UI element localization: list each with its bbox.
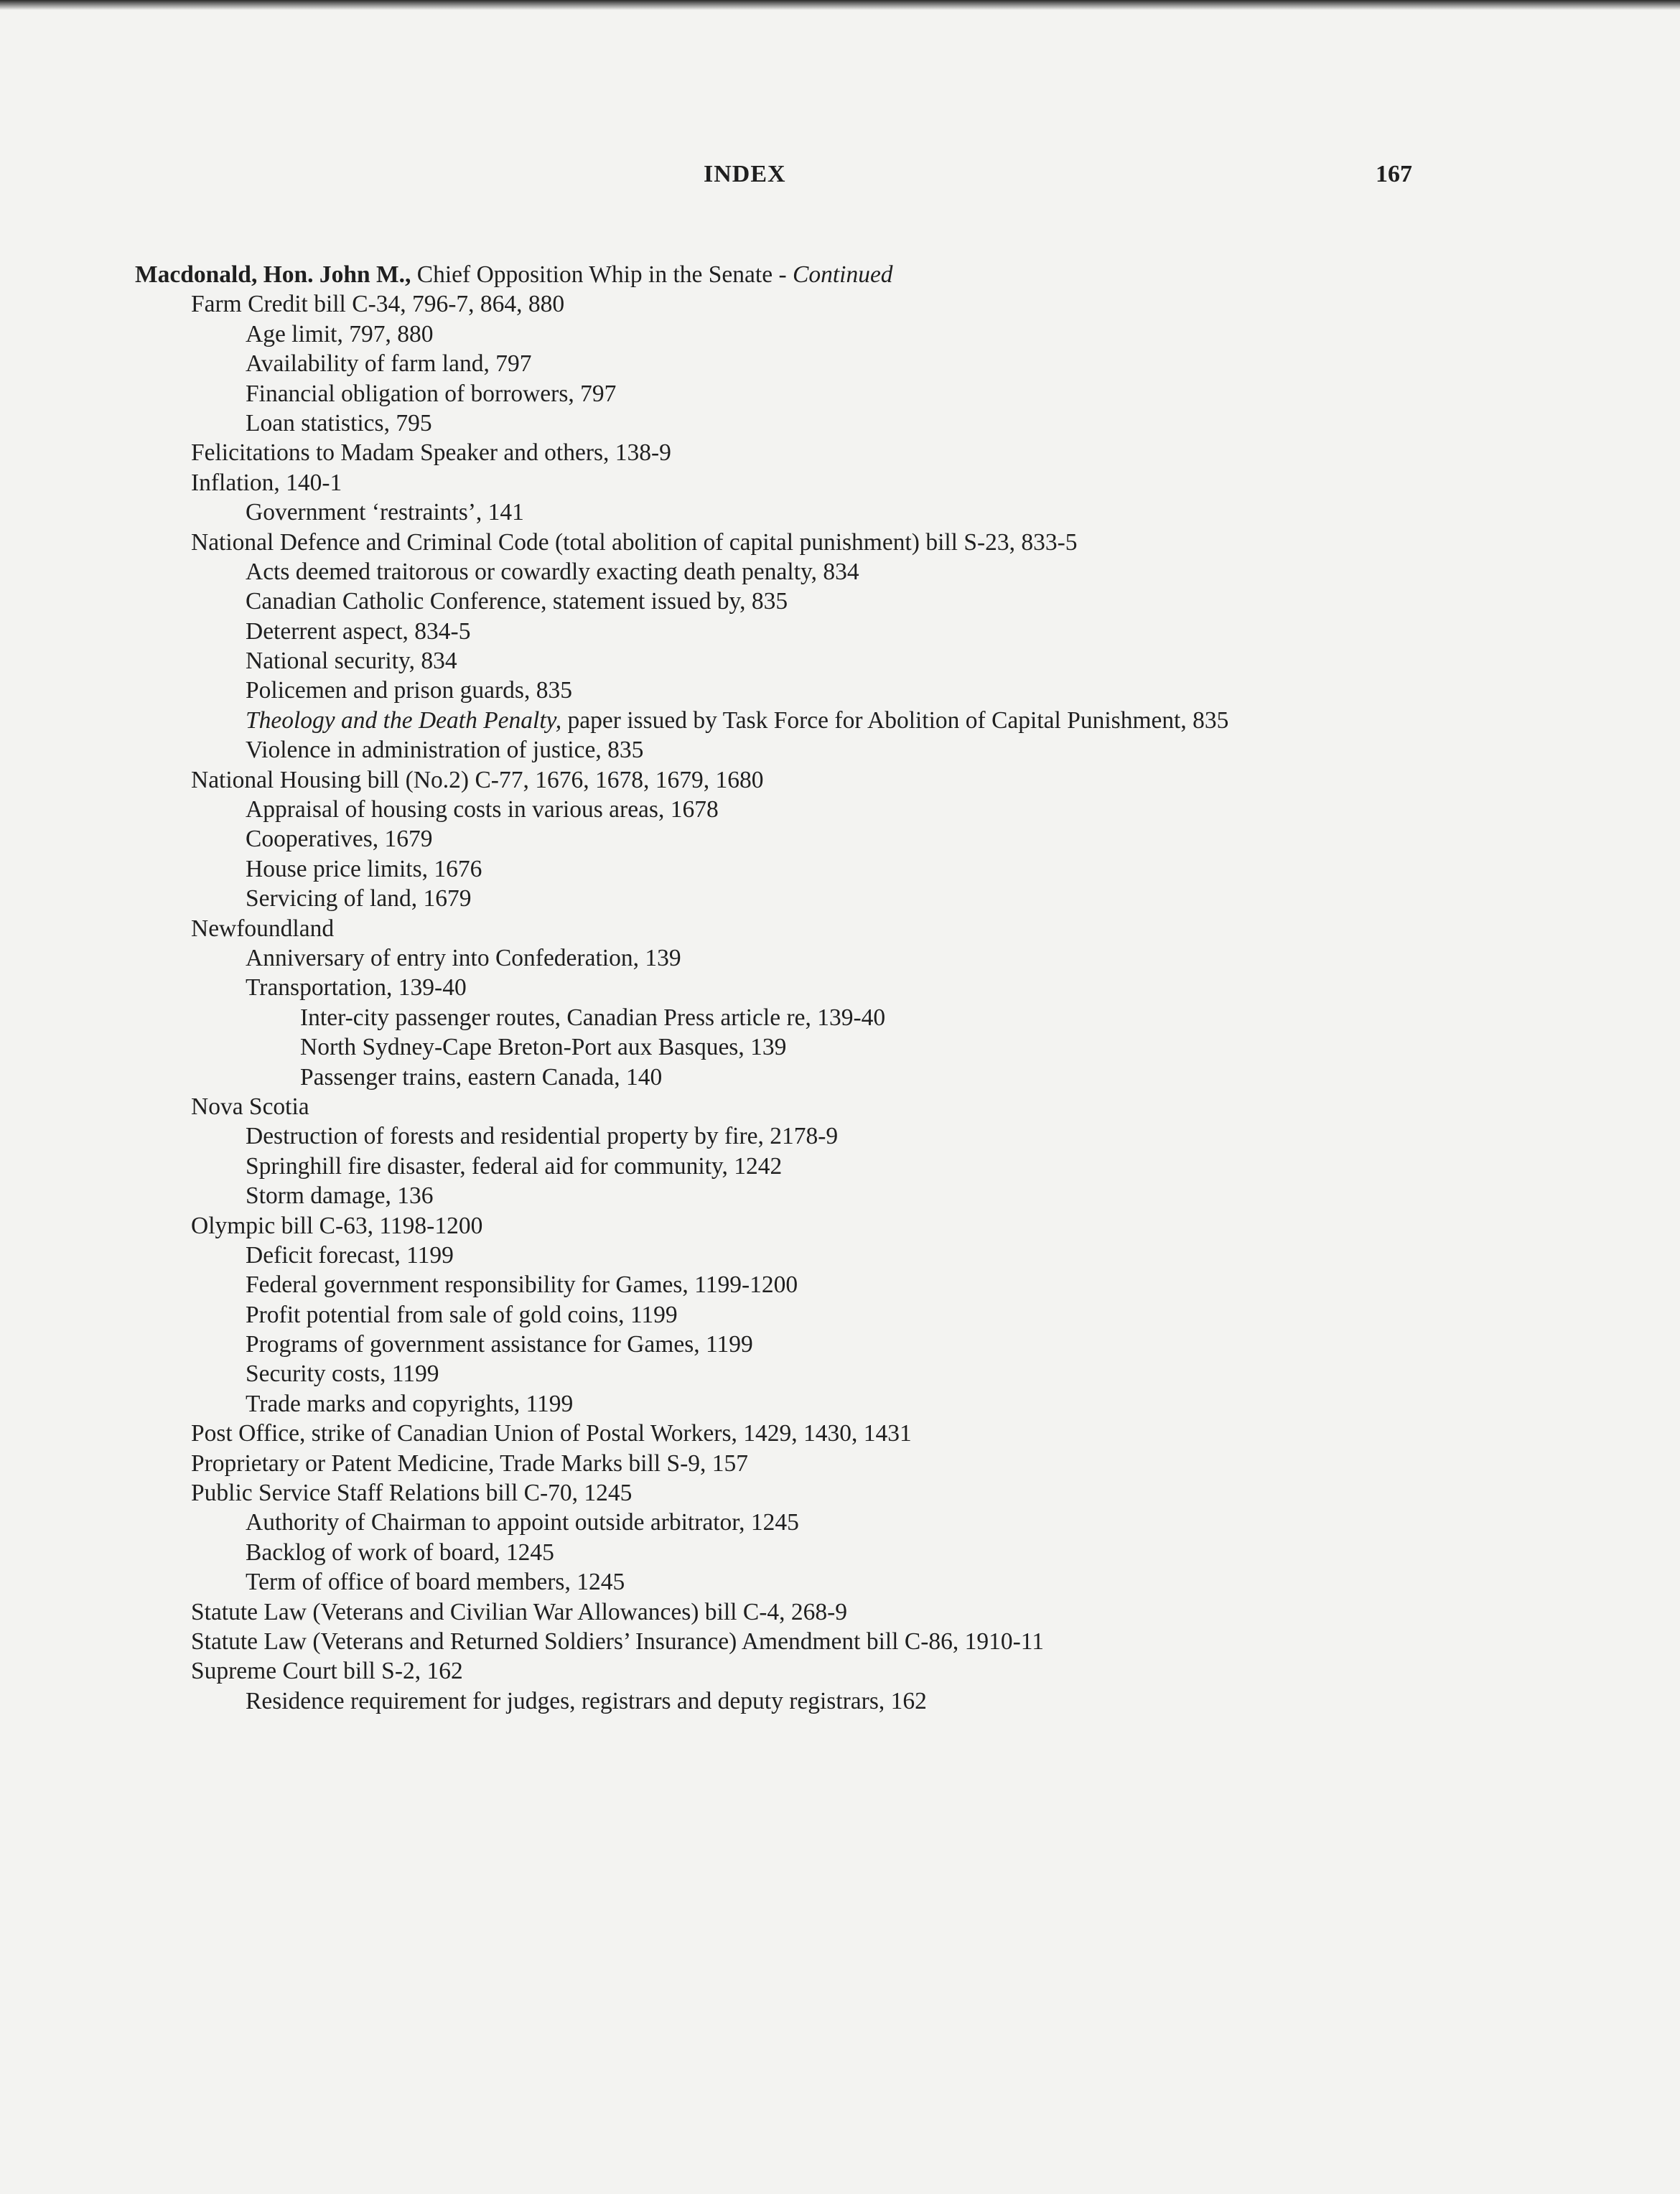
index-entry-level-2 xyxy=(135,498,1614,527)
index-entry-text: Availability of farm land, 797 xyxy=(246,350,532,378)
index-entry-text: Loan statistics, 795 xyxy=(246,409,432,437)
index-entry-level-2 xyxy=(135,1508,1614,1537)
index-entry-level-2 xyxy=(135,1181,1614,1210)
scan-top-edge xyxy=(0,0,1680,10)
index-entry-level-2 xyxy=(135,349,1614,378)
index-entry-text: Destruction of forests and residential property by fire, 2178-9 xyxy=(246,1123,839,1150)
index-entry-text: Deficit forecast, 1199 xyxy=(246,1241,454,1269)
index-entry-text: Felicitations to Madam Speaker and others, 138-9 xyxy=(191,439,671,467)
index-entry-level-2 xyxy=(135,1241,1614,1270)
main-entry-continued: Continued xyxy=(792,261,893,288)
index-subentries xyxy=(135,289,1614,1716)
index-entry-text: Transportation, 139-40 xyxy=(246,974,467,1002)
index-entry-level-2 xyxy=(135,1567,1614,1597)
index-entry-text: Canadian Catholic Conference, statement issued by, 835 xyxy=(246,588,788,615)
index-entry-level-2 xyxy=(135,943,1614,973)
index-entry-text: Post Office, strike of Canadian Union of Postal Workers, 1429, 1430, 1431 xyxy=(191,1420,912,1447)
index-entry-text: Springhill fire disaster, federal aid for community, 1242 xyxy=(246,1152,783,1180)
index-entry-text: Programs of government assistance for Games, 1199 xyxy=(246,1331,753,1358)
index-entry-level-1 xyxy=(135,289,1614,319)
main-entry-name: Macdonald, Hon. John M., xyxy=(135,261,411,288)
index-entry-text: Trade marks and copyrights, 1199 xyxy=(246,1390,574,1417)
index-entry-text: Public Service Staff Relations bill C-70, 1245 xyxy=(191,1480,633,1507)
index-entry-text: Anniversary of entry into Confederation, 139 xyxy=(246,944,681,971)
index-entry-text: Inter-city passenger routes, Canadian Press article re, 139-40 xyxy=(300,1004,886,1031)
index-list xyxy=(135,260,1614,1716)
index-entry-level-2 xyxy=(135,1330,1614,1359)
index-entry-text: Servicing of land, 1679 xyxy=(246,885,472,912)
index-entry-text: Proprietary or Patent Medicine, Trade Marks bill S-9, 157 xyxy=(191,1450,748,1477)
index-entry-text: Appraisal of housing costs in various areas, 1678 xyxy=(246,796,719,823)
index-entry-level-2 xyxy=(135,1121,1614,1151)
index-entry-level-2 xyxy=(135,676,1614,705)
index-entry-level-3 xyxy=(135,1003,1614,1032)
index-entry-level-2 xyxy=(135,379,1614,409)
index-entry-text: Acts deemed traitorous or cowardly exacting death penalty, 834 xyxy=(246,558,859,585)
index-entry-level-3 xyxy=(135,1063,1614,1092)
index-entry-text: National Defence and Criminal Code (total abolition of capital punishment) bill S-23, 833-5 xyxy=(191,528,1078,556)
index-entry-level-2 xyxy=(135,1359,1614,1388)
index-entry-level-2 xyxy=(135,319,1614,349)
index-entry-text: Policemen and prison guards, 835 xyxy=(246,677,572,704)
index-entry-level-2 xyxy=(135,409,1614,438)
page-title: INDEX xyxy=(704,161,786,187)
index-entry-level-1 xyxy=(135,1656,1614,1686)
index-entry-level-1 xyxy=(135,528,1614,557)
index-entry-level-1 xyxy=(135,438,1614,467)
index-entry-text: Security costs, 1199 xyxy=(246,1360,439,1388)
index-entry-text: Financial obligation of borrowers, 797 xyxy=(246,380,617,407)
index-main-entry xyxy=(135,260,1614,289)
index-entry-text: House price limits, 1676 xyxy=(246,855,482,882)
index-entry-level-2 xyxy=(135,854,1614,884)
index-entry-text: Government ‘restraints’, 141 xyxy=(246,499,524,526)
index-entry-text: Statute Law (Veterans and Civilian War Allowances) bill C-4, 268-9 xyxy=(191,1598,848,1625)
index-entry-text: Age limit, 797, 880 xyxy=(246,320,434,347)
index-entry-text: Storm damage, 136 xyxy=(246,1182,434,1210)
index-entry-text: Statute Law (Veterans and Returned Soldiers’ Insurance) Amendment bill C-86, 1910-11 xyxy=(191,1628,1045,1655)
index-entry-text: National Housing bill (No.2) C-77, 1676, 1678, 1679, 1680 xyxy=(191,766,764,793)
index-entry-text: Violence in administration of justice, 835 xyxy=(246,737,644,764)
index-entry-level-1 xyxy=(135,1449,1614,1478)
index-entry-level-2 xyxy=(135,1538,1614,1567)
index-entry-level-1 xyxy=(135,1211,1614,1241)
index-entry-level-2 xyxy=(135,557,1614,587)
index-entry-level-2 xyxy=(135,587,1614,616)
index-entry-level-3 xyxy=(135,1032,1614,1062)
index-entry-text: Supreme Court bill S-2, 162 xyxy=(191,1658,463,1685)
index-entry-level-2 xyxy=(135,646,1614,676)
index-entry-text: Inflation, 140-1 xyxy=(191,469,342,496)
page-header xyxy=(0,161,1680,197)
index-entry-text: Residence requirement for judges, registrars and deputy registrars, 162 xyxy=(246,1687,927,1714)
index-entry-level-1 xyxy=(135,1627,1614,1656)
index-entry-text: paper issued by Task Force for Abolition of Capital Punishment, 835 xyxy=(561,706,1229,734)
index-entry-level-1 xyxy=(135,1597,1614,1627)
index-entry-level-2 xyxy=(135,795,1614,824)
index-entry-level-1 xyxy=(135,765,1614,795)
index-entry-text: Term of office of board members, 1245 xyxy=(246,1569,625,1596)
index-entry-level-1 xyxy=(135,914,1614,943)
index-entry-level-2 xyxy=(135,617,1614,646)
index-entry-level-1 xyxy=(135,1092,1614,1121)
index-entry-level-1 xyxy=(135,468,1614,498)
main-entry-description: Chief Opposition Whip in the Senate - xyxy=(411,261,793,288)
index-entry-text: Deterrent aspect, 834-5 xyxy=(246,617,471,645)
index-entry-text: Newfoundland xyxy=(191,915,335,942)
index-entry-level-2 xyxy=(135,824,1614,854)
index-entry-level-2 xyxy=(135,735,1614,765)
index-entry-level-2 xyxy=(135,1152,1614,1181)
index-entry-text: National security, 834 xyxy=(246,648,457,675)
index-entry-level-1 xyxy=(135,1478,1614,1508)
index-entry-level-2 xyxy=(135,1270,1614,1299)
index-entry-text: Passenger trains, eastern Canada, 140 xyxy=(300,1063,663,1091)
index-entry-text: Cooperatives, 1679 xyxy=(246,826,433,853)
page-number: 167 xyxy=(1376,161,1412,187)
index-entry-level-2 xyxy=(135,1300,1614,1330)
index-entry-level-2 xyxy=(135,973,1614,1002)
index-entry-text: Authority of Chairman to appoint outside arbitrator, 1245 xyxy=(246,1509,799,1536)
index-entry-level-2 xyxy=(135,884,1614,913)
index-entry-text: North Sydney-Cape Breton-Port aux Basques, 139 xyxy=(300,1034,787,1061)
index-entry-level-1 xyxy=(135,1419,1614,1448)
index-entry-level-2 xyxy=(135,1686,1614,1716)
index-entry-text: Olympic bill C-63, 1198-1200 xyxy=(191,1212,483,1239)
index-entry-text: Nova Scotia xyxy=(191,1093,309,1120)
index-entry-text: Backlog of work of board, 1245 xyxy=(246,1539,554,1566)
index-entry-italic-title: Theology and the Death Penalty, xyxy=(246,706,562,734)
index-entry-text: Federal government responsibility for Games, 1199-1200 xyxy=(246,1271,798,1299)
index-entry-text: Profit potential from sale of gold coins, 1199 xyxy=(246,1301,678,1328)
index-entry-level-2 xyxy=(135,706,1614,735)
index-entry-level-2 xyxy=(135,1389,1614,1419)
index-entry-text: Farm Credit bill C-34, 796-7, 864, 880 xyxy=(191,291,565,318)
